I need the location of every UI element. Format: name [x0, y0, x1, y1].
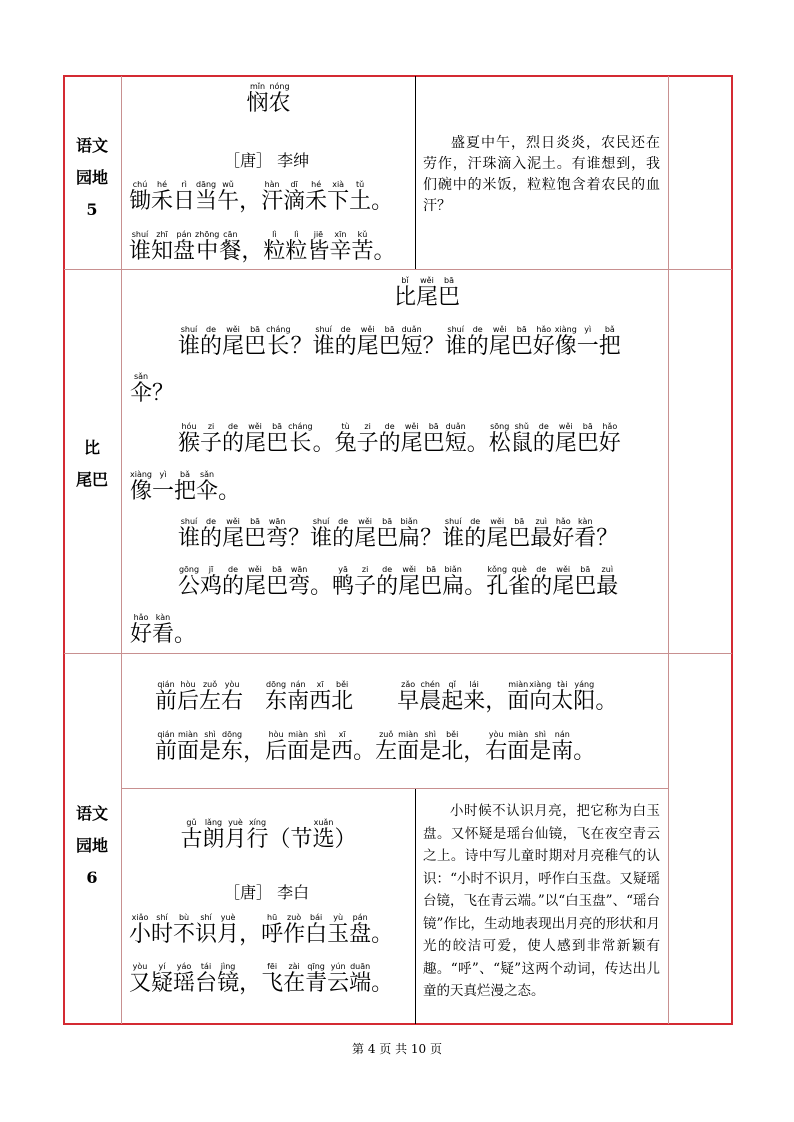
hanzi-with-pinyin: 谁shuí	[442, 517, 465, 551]
hanzi-with-pinyin: 扁biǎn	[398, 517, 421, 551]
hanzi-with-pinyin: ，	[239, 922, 262, 947]
hanzi-with-pinyin: ？	[290, 334, 313, 359]
hanzi-with-pinyin: 餐cān	[219, 230, 242, 264]
hanzi-with-pinyin: 辛xīn	[329, 230, 352, 264]
hanzi-with-pinyin: 好hǎo	[552, 517, 575, 551]
hanzi-with-pinyin: 云yún	[327, 962, 350, 996]
label-line: 园地	[75, 168, 108, 187]
hanzi-with-pinyin	[375, 689, 397, 714]
text-line	[178, 517, 618, 552]
poem-line	[129, 913, 393, 948]
hanzi-with-pinyin: 谁shuí	[129, 230, 152, 264]
poem-line	[129, 230, 395, 265]
hanzi-with-pinyin: 松sōng	[488, 422, 511, 456]
hanzi-with-pinyin: 盘pán	[173, 230, 196, 264]
hanzi-with-pinyin: 时shí	[151, 913, 174, 947]
lesson-title-biweiba	[122, 276, 732, 311]
hanzi-with-pinyin: 日rì	[173, 180, 196, 214]
label-line: 尾巴	[75, 470, 108, 489]
hanzi-with-pinyin: 短duǎn	[444, 422, 467, 456]
hanzi-with-pinyin: ，	[243, 739, 266, 764]
hanzi-with-pinyin: 巴bā	[574, 565, 597, 599]
hanzi-with-pinyin: 的de	[334, 325, 357, 359]
hanzi-with-pinyin: 端duān	[349, 962, 372, 996]
hanzi-with-pinyin: ，	[485, 689, 508, 714]
hanzi-with-pinyin: 巴bā	[422, 422, 445, 456]
hanzi-with-pinyin: 的de	[200, 325, 223, 359]
hanzi-with-pinyin: 尾wěi	[222, 325, 245, 359]
hanzi-with-pinyin: 扁biǎn	[442, 565, 465, 599]
hanzi-with-pinyin: 短duǎn	[400, 325, 423, 359]
hanzi-with-pinyin: 尾wěi	[354, 517, 377, 551]
hanzi-with-pinyin: 皆jiē	[307, 230, 330, 264]
hanzi-with-pinyin: 一yì	[576, 325, 599, 359]
hanzi-with-pinyin: 是shì	[529, 730, 552, 764]
hanzi-with-pinyin: 巴bā	[420, 565, 443, 599]
hanzi-with-pinyin: 是shì	[419, 730, 442, 764]
hanzi-with-pinyin: 起qǐ	[441, 680, 464, 714]
hanzi-with-pinyin: 左zuǒ	[199, 680, 222, 714]
hanzi-with-pinyin: 苦kǔ	[351, 230, 374, 264]
row-divider-3	[121, 788, 668, 789]
hanzi-with-pinyin: 朗lǎng	[202, 818, 225, 852]
hanzi-with-pinyin: 来lái	[463, 680, 486, 714]
poem-note-gulang: 小时候不认识月亮，把它称为白玉盘。又怀疑是瑶台仙镜，飞在夜空青云之上。诗中写儿童时期对月亮稚气的认识：“小时不识月，呼作白玉盘。又疑瑶台镜，飞在青云端。”以“白玉盘”、“瑶台镜”作比，生动地表现出月亮的形状和月光的皎洁可爱，使人感到非常新颖有趣。“呼”、“疑”这两个动词，传达出儿童的天真烂漫之态。	[423, 803, 660, 999]
hanzi-with-pinyin: ？	[152, 381, 175, 406]
hanzi-with-pinyin: 猴hóu	[178, 422, 201, 456]
hanzi-with-pinyin: 白bái	[305, 913, 328, 947]
hanzi-with-pinyin: 飞fēi	[261, 962, 284, 996]
hanzi-with-pinyin: 比bǐ	[393, 276, 416, 310]
hanzi-with-pinyin: 右yòu	[221, 680, 244, 714]
label-section-6	[64, 798, 120, 894]
poem-line	[129, 962, 393, 997]
hanzi-with-pinyin: 巴bā	[508, 517, 531, 551]
hanzi-with-pinyin: 谁shuí	[444, 325, 467, 359]
hanzi-with-pinyin: 早zǎo	[397, 680, 420, 714]
label-line: 语文	[75, 136, 108, 155]
hanzi-with-pinyin: 前qián	[155, 730, 178, 764]
hanzi-with-pinyin: ？	[288, 526, 311, 551]
hanzi-with-pinyin: 鼠shǔ	[510, 422, 533, 456]
column-divider-right	[668, 76, 669, 1024]
poem-author-minnong: ［唐］ 李绅	[224, 151, 310, 170]
hanzi-with-pinyin: 的de	[376, 565, 399, 599]
hanzi-with-pinyin: 巴bā	[244, 517, 267, 551]
hanzi-with-pinyin: 。	[353, 739, 376, 764]
hanzi-with-pinyin: 左zuǒ	[375, 730, 398, 764]
hanzi-with-pinyin: 。	[371, 922, 394, 947]
hanzi-with-pinyin: 面miàn	[507, 730, 530, 764]
text-line	[178, 565, 618, 600]
hanzi-with-pinyin: 粒lì	[263, 230, 286, 264]
hanzi-with-pinyin: 。	[174, 622, 197, 647]
hanzi-with-pinyin: 阳yáng	[573, 680, 596, 714]
hanzi-with-pinyin: 锄chú	[129, 180, 152, 214]
hanzi-with-pinyin: 的de	[222, 422, 245, 456]
hanzi-with-pinyin: 镜jìng	[217, 962, 240, 996]
hanzi-with-pinyin: 向xiàng	[529, 680, 552, 714]
hanzi-with-pinyin: 东dōng	[221, 730, 244, 764]
hanzi-with-pinyin: 好hǎo	[598, 422, 621, 456]
hanzi-with-pinyin: 看kàn	[574, 517, 597, 551]
hanzi-with-pinyin: 的de	[378, 422, 401, 456]
hanzi-with-pinyin: 东dōng	[265, 680, 288, 714]
hanzi-with-pinyin: 南nán	[551, 730, 574, 764]
poem-note-divider-1	[415, 76, 416, 269]
label-line: 5	[86, 200, 98, 219]
hanzi-with-pinyin: 最zuì	[596, 565, 619, 599]
poem-title-minnong	[122, 82, 415, 117]
hanzi-with-pinyin: 尾wěi	[398, 565, 421, 599]
poem-note-divider-2	[415, 788, 416, 1024]
hanzi-with-pinyin: 谁shuí	[310, 517, 333, 551]
hanzi-with-pinyin: 巴bā	[376, 517, 399, 551]
hanzi-with-pinyin: 尾wěi	[400, 422, 423, 456]
row-divider-1	[64, 269, 732, 270]
hanzi-with-pinyin: 青qīng	[305, 962, 328, 996]
hanzi-with-pinyin: ）	[334, 827, 357, 852]
hanzi-with-pinyin: 的de	[332, 517, 355, 551]
page-footer: 第 4 页 共 10 页	[352, 1042, 442, 1056]
poem-line	[129, 180, 393, 215]
hanzi-with-pinyin: 巴bā	[266, 565, 289, 599]
hanzi-with-pinyin: 面miàn	[177, 730, 200, 764]
hanzi-with-pinyin: 晨chén	[419, 680, 442, 714]
hanzi-with-pinyin: 兔tù	[334, 422, 357, 456]
hanzi-with-pinyin: 。	[218, 479, 241, 504]
hanzi-with-pinyin: 右yòu	[485, 730, 508, 764]
hanzi-with-pinyin: 子zi	[200, 422, 223, 456]
hanzi-with-pinyin: 尾wěi	[356, 325, 379, 359]
hanzi-with-pinyin: 粒lì	[285, 230, 308, 264]
label-line: 比	[83, 438, 100, 457]
hanzi-with-pinyin: 看kàn	[152, 613, 175, 647]
hanzi-with-pinyin: 尾wěi	[552, 565, 575, 599]
hanzi-with-pinyin: 前qián	[155, 680, 178, 714]
hanzi-with-pinyin: 把bǎ	[174, 470, 197, 504]
hanzi-with-pinyin: 西xī	[331, 730, 354, 764]
text-line	[178, 422, 621, 457]
hanzi-with-pinyin: 巴bā	[510, 325, 533, 359]
hanzi-with-pinyin: 面miàn	[507, 680, 530, 714]
hanzi-with-pinyin: 巴bā	[378, 325, 401, 359]
hanzi-with-pinyin: 是shì	[199, 730, 222, 764]
hanzi-with-pinyin: 西xī	[309, 680, 332, 714]
hanzi-with-pinyin: 在zài	[283, 962, 306, 996]
hanzi-with-pinyin: 的de	[532, 422, 555, 456]
hanzi-with-pinyin: 作zuò	[283, 913, 306, 947]
hanzi-with-pinyin: 好hǎo	[130, 613, 153, 647]
hanzi-with-pinyin: 尾wěi	[222, 517, 245, 551]
hanzi-with-pinyin: 瑶yáo	[173, 962, 196, 996]
hanzi-with-pinyin: 鸡jī	[200, 565, 223, 599]
hanzi-with-pinyin: 土tǔ	[349, 180, 372, 214]
hanzi-with-pinyin: 疑yí	[151, 962, 174, 996]
hanzi-with-pinyin: 北běi	[441, 730, 464, 764]
hanzi-with-pinyin: 。	[595, 689, 618, 714]
hanzi-with-pinyin: 滴dī	[283, 180, 306, 214]
hanzi-with-pinyin: 。	[310, 574, 333, 599]
hanzi-with-pinyin: 识shí	[195, 913, 218, 947]
label-line: 6	[86, 868, 98, 887]
hanzi-with-pinyin: 行xíng	[246, 818, 269, 852]
hanzi-with-pinyin: 月yuè	[217, 913, 240, 947]
hanzi-with-pinyin: 面miàn	[397, 730, 420, 764]
hanzi-with-pinyin: 伞sǎn	[196, 470, 219, 504]
hanzi-with-pinyin: 农nóng	[268, 82, 291, 116]
hanzi-with-pinyin: 的de	[464, 517, 487, 551]
hanzi-with-pinyin: 像xiàng	[130, 470, 153, 504]
hanzi-with-pinyin: 公gōng	[178, 565, 201, 599]
hanzi-with-pinyin: 巴bā	[438, 276, 461, 310]
hanzi-with-pinyin: 弯wān	[288, 565, 311, 599]
hanzi-with-pinyin: 北běi	[331, 680, 354, 714]
hanzi-with-pinyin: 谁shuí	[312, 325, 335, 359]
hanzi-with-pinyin: 。	[464, 574, 487, 599]
hanzi-with-pinyin: 。	[573, 739, 596, 764]
hanzi-with-pinyin: ？	[596, 526, 619, 551]
hanzi-with-pinyin: 弯wān	[266, 517, 289, 551]
label-line: 语文	[75, 804, 108, 823]
hanzi-with-pinyin: 是shì	[309, 730, 332, 764]
hanzi-with-pinyin: 面miàn	[287, 730, 310, 764]
hanzi-with-pinyin: 悯mǐn	[246, 82, 269, 116]
label-section-5	[64, 130, 120, 226]
hanzi-with-pinyin: 长cháng	[288, 422, 313, 456]
hanzi-with-pinyin: 谁shuí	[178, 325, 201, 359]
hanzi-with-pinyin: 伞sǎn	[130, 372, 153, 406]
hanzi-with-pinyin	[353, 689, 375, 714]
hanzi-with-pinyin: 好hǎo	[532, 325, 555, 359]
hanzi-with-pinyin: ？	[420, 526, 443, 551]
hanzi-with-pinyin: 后hòu	[177, 680, 200, 714]
column-divider-left	[121, 76, 122, 1024]
hanzi-with-pinyin: ，	[463, 739, 486, 764]
hanzi-with-pinyin: 谁shuí	[178, 517, 201, 551]
hanzi-with-pinyin: 。	[373, 239, 396, 264]
hanzi-with-pinyin: 。	[371, 189, 394, 214]
hanzi-with-pinyin: 巴bā	[266, 422, 289, 456]
hanzi-with-pinyin: ，	[239, 971, 262, 996]
hanzi-with-pinyin: 尾wěi	[486, 517, 509, 551]
hanzi-with-pinyin: 盘pán	[349, 913, 372, 947]
text-line	[130, 372, 174, 407]
hanzi-with-pinyin: 最zuì	[530, 517, 553, 551]
label-line: 园地	[75, 836, 108, 855]
hanzi-with-pinyin: 长cháng	[266, 325, 291, 359]
hanzi-with-pinyin: 把bǎ	[598, 325, 621, 359]
hanzi-with-pinyin: ，	[239, 189, 262, 214]
hanzi-with-pinyin: 当dāng	[195, 180, 218, 214]
hanzi-with-pinyin: 禾hé	[151, 180, 174, 214]
hanzi-with-pinyin: 月yuè	[224, 818, 247, 852]
hanzi-with-pinyin: 台tái	[195, 962, 218, 996]
hanzi-with-pinyin: 小xiǎo	[129, 913, 152, 947]
hanzi-with-pinyin: 尾wěi	[488, 325, 511, 359]
hanzi-with-pinyin: 的de	[530, 565, 553, 599]
hanzi-with-pinyin: 午wǔ	[217, 180, 240, 214]
hanzi-with-pinyin: 的de	[200, 517, 223, 551]
poem-title-gulangyuexing	[122, 818, 415, 853]
hanzi-with-pinyin: 后hòu	[265, 730, 288, 764]
hanzi-with-pinyin: 。	[466, 431, 489, 456]
hanzi-with-pinyin: 汗hàn	[261, 180, 284, 214]
poem-author-gulang: ［唐］ 李白	[224, 883, 310, 902]
hanzi-with-pinyin: 尾wěi	[244, 565, 267, 599]
hanzi-with-pinyin: 的de	[222, 565, 245, 599]
hanzi-with-pinyin: 中zhōng	[195, 230, 220, 264]
hanzi-with-pinyin: 子zi	[356, 422, 379, 456]
hanzi-with-pinyin: 像xiàng	[554, 325, 577, 359]
hanzi-with-pinyin: 尾wěi	[244, 422, 267, 456]
hanzi-with-pinyin: 孔kǒng	[486, 565, 509, 599]
row-divider-2	[64, 653, 732, 654]
hanzi-with-pinyin: 子zi	[354, 565, 377, 599]
hanzi-with-pinyin: 呼hū	[261, 913, 284, 947]
hanzi-with-pinyin: 知zhī	[151, 230, 174, 264]
hanzi-with-pinyin: 南nán	[287, 680, 310, 714]
poem-note-minnong: 盛夏中午，烈日炎炎，农民还在劳作，汗珠滴入泥土。有谁想到，我们碗中的米饭，粒粒饱含着农民的血汗？	[423, 135, 660, 214]
hanzi-with-pinyin: 选xuǎn	[312, 818, 335, 852]
label-bi-weiba	[64, 432, 120, 496]
hanzi-with-pinyin: 下xià	[327, 180, 350, 214]
hanzi-with-pinyin: （节	[268, 827, 313, 852]
hanzi-with-pinyin: 。	[312, 431, 335, 456]
hanzi-with-pinyin: 古gǔ	[180, 818, 203, 852]
hanzi-with-pinyin: 。	[371, 971, 394, 996]
text-line	[155, 680, 617, 715]
hanzi-with-pinyin: 尾wěi	[554, 422, 577, 456]
hanzi-with-pinyin: 雀què	[508, 565, 531, 599]
hanzi-with-pinyin: 禾hé	[305, 180, 328, 214]
hanzi-with-pinyin: 巴bā	[576, 422, 599, 456]
hanzi-with-pinyin: 尾wěi	[415, 276, 438, 310]
hanzi-with-pinyin: 不bù	[173, 913, 196, 947]
hanzi-with-pinyin: 的de	[466, 325, 489, 359]
text-line	[178, 325, 621, 360]
hanzi-with-pinyin: 一yì	[152, 470, 175, 504]
hanzi-with-pinyin: 鸭yā	[332, 565, 355, 599]
text-line	[130, 613, 196, 648]
text-line	[130, 470, 240, 505]
hanzi-with-pinyin: 又yòu	[129, 962, 152, 996]
hanzi-with-pinyin: 玉yù	[327, 913, 350, 947]
hanzi-with-pinyin: ？	[422, 334, 445, 359]
hanzi-with-pinyin: ，	[241, 239, 264, 264]
hanzi-with-pinyin	[243, 689, 265, 714]
hanzi-with-pinyin: 巴bā	[244, 325, 267, 359]
hanzi-with-pinyin: 太tài	[551, 680, 574, 714]
text-line	[155, 730, 595, 765]
